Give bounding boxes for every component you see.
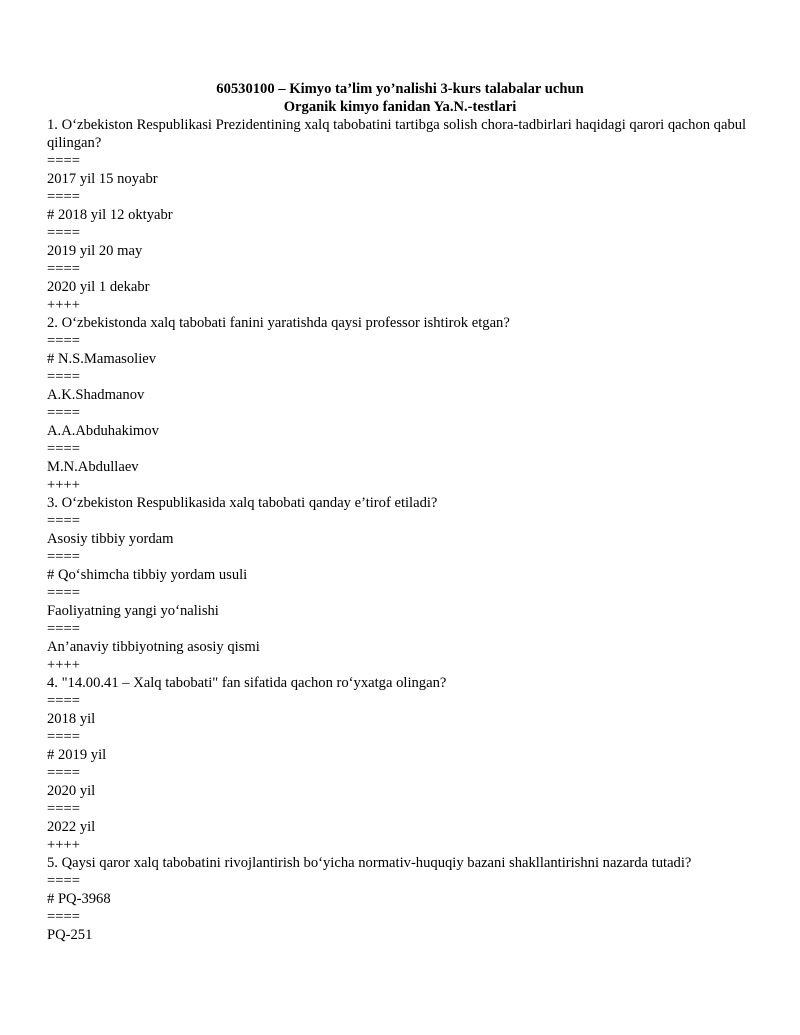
option-separator: ==== xyxy=(47,189,80,205)
option-separator: ==== xyxy=(47,729,80,745)
test-questions-body xyxy=(47,116,757,944)
option-separator: ==== xyxy=(47,333,80,349)
correct-answer-option: # 2019 yil xyxy=(47,747,107,763)
correct-answer-option: # 2018 yil 12 oktyabr xyxy=(47,207,173,223)
correct-answer-option: # PQ-3968 xyxy=(47,891,111,907)
question-text: 1. O‘zbekiston Respublikasi Prezidentining xalq tabobatini tartibga solish chora-tadbirlari haqidagi qarori qachon qabul qilingan? xyxy=(47,117,750,151)
answer-option: A.K.Shadmanov xyxy=(47,387,145,403)
question-text: 2. O‘zbekistonda xalq tabobati fanini yaratishda qaysi professor ishtirok etgan? xyxy=(47,315,510,331)
answer-option: 2020 yil xyxy=(47,783,96,799)
answer-option: Faoliyatning yangi yo‘nalishi xyxy=(47,603,219,619)
question-text: 4. "14.00.41 – Xalq tabobati" fan sifatida qachon ro‘yxatga olingan? xyxy=(47,675,447,691)
option-separator: ==== xyxy=(47,153,80,169)
option-separator: ==== xyxy=(47,765,80,781)
option-separator: ==== xyxy=(47,585,80,601)
answer-option: A.A.Abduhakimov xyxy=(47,423,159,439)
answer-option: 2018 yil xyxy=(47,711,96,727)
document-subtitle: Organik kimyo fanidan Ya.N.-testlari xyxy=(283,99,517,115)
option-separator: ==== xyxy=(47,441,80,457)
correct-answer-option: # Qo‘shimcha tibbiy yordam usuli xyxy=(47,567,248,583)
document-title: 60530100 – Kimyo ta’lim yo’nalishi 3-kurs talabalar uchun xyxy=(216,81,584,97)
answer-option: 2020 yil 1 dekabr xyxy=(47,279,150,295)
option-separator: ==== xyxy=(47,801,80,817)
answer-option: M.N.Abdullaev xyxy=(47,459,139,475)
option-separator: ==== xyxy=(47,261,80,277)
answer-option: PQ-251 xyxy=(47,927,93,943)
answer-option: 2022 yil xyxy=(47,819,96,835)
question-text: 5. Qaysi qaror xalq tabobatini rivojlantirish bo‘yicha normativ-huquqiy bazani shakllantirishni nazarda tutadi? xyxy=(47,855,692,871)
question-separator: ++++ xyxy=(47,297,80,313)
option-separator: ==== xyxy=(47,693,80,709)
option-separator: ==== xyxy=(47,909,80,925)
option-separator: ==== xyxy=(47,513,80,529)
question-separator: ++++ xyxy=(47,657,80,673)
answer-option: 2017 yil 15 noyabr xyxy=(47,171,158,187)
answer-option: 2019 yil 20 may xyxy=(47,243,143,259)
answer-option: Asosiy tibbiy yordam xyxy=(47,531,174,547)
option-separator: ==== xyxy=(47,873,80,889)
option-separator: ==== xyxy=(47,225,80,241)
option-separator: ==== xyxy=(47,549,80,565)
answer-option: An’anaviy tibbiyotning asosiy qismi xyxy=(47,639,260,655)
correct-answer-option: # N.S.Mamasoliev xyxy=(47,351,157,367)
option-separator: ==== xyxy=(47,369,80,385)
question-separator: ++++ xyxy=(47,837,80,853)
option-separator: ==== xyxy=(47,405,80,421)
question-text: 3. O‘zbekiston Respublikasida xalq tabobati qanday e’tirof etiladi? xyxy=(47,495,438,511)
question-separator: ++++ xyxy=(47,477,80,493)
option-separator: ==== xyxy=(47,621,80,637)
